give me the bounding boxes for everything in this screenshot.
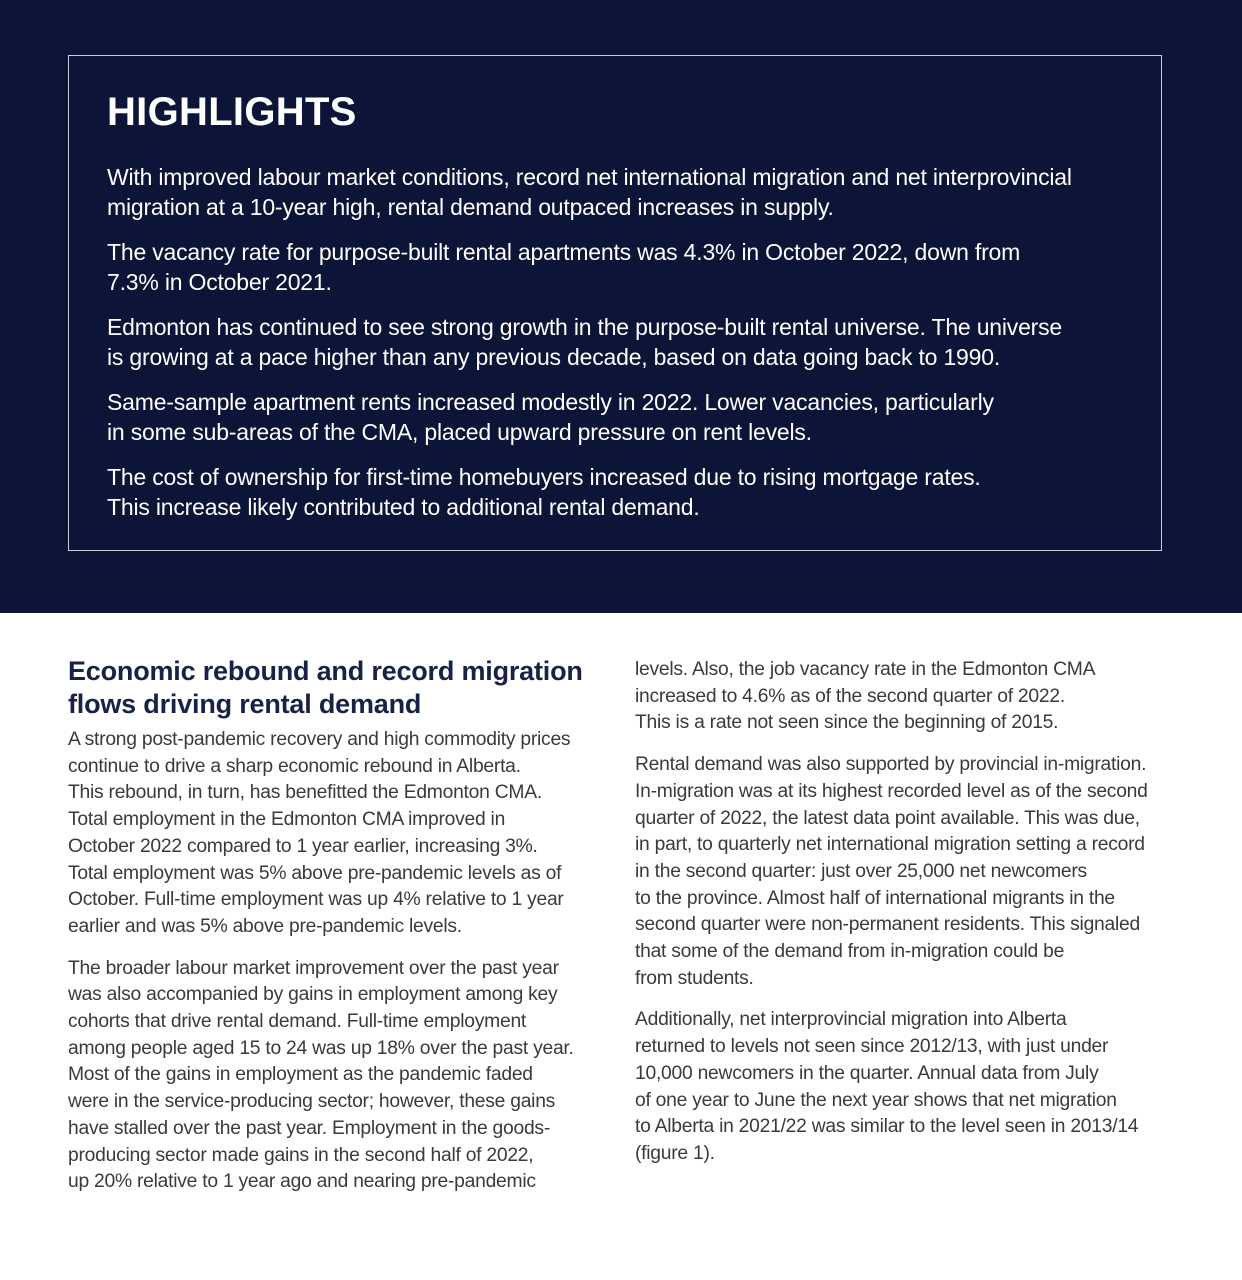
left-column bbox=[68, 655, 608, 1211]
highlights-title: HIGHLIGHTS bbox=[107, 90, 357, 134]
body-paragraph: Additionally, net interprovincial migration into Alberta returned to levels not seen since 2012/13, with just under 10,000 newcomers in the quarter. Annual data from July of one year to June the next year shows that net migration to Alberta in 2021/22 was similar to the level seen in 2013/14 (figure 1). bbox=[635, 1009, 1139, 1164]
highlights-list bbox=[107, 162, 1137, 537]
highlight-item: The cost of ownership for first-time homebuyers increased due to rising mortgage rates. This increase likely contributed to additional rental demand. bbox=[107, 464, 981, 520]
highlight-item: With improved labour market conditions, record net international migration and net interprovincial migration at a 10-year high, rental demand outpaced increases in supply. bbox=[107, 164, 1072, 220]
highlights-banner bbox=[0, 0, 1242, 613]
highlight-item: Edmonton has continued to see strong growth in the purpose-built rental universe. The universe is growing at a pace higher than any previous decade, based on data going back to 1990. bbox=[107, 314, 1063, 370]
body-paragraph: levels. Also, the job vacancy rate in the Edmonton CMA increased to 4.6% as of the second quarter of 2022. This is a rate not seen since the beginning of 2015. bbox=[635, 659, 1096, 734]
section-heading: Economic rebound and record migration flows driving rental demand bbox=[68, 656, 583, 719]
highlight-item: The vacancy rate for purpose-built rental apartments was 4.3% in October 2022, down from 7.3% in October 2021. bbox=[107, 239, 1021, 295]
body-paragraph: A strong post-pandemic recovery and high commodity prices continue to drive a sharp economic rebound in Alberta. This rebound, in turn, has benefitted the Edmonton CMA. Total employment in the Edmonton CMA improved in October 2022 compared to 1 year earlier, increasing 3%. Total employment was 5% above pre-pandemic levels as of October. Full-time employment was up 4% relative to 1 year earlier and was 5% above pre-pandemic levels. bbox=[68, 729, 571, 937]
body-paragraph: The broader labour market improvement over the past year was also accompanied by gains in employment among key cohorts that drive rental demand. Full-time employment among people aged 15 to 24 was up 18% over the past year. Most of the gains in employment as the pandemic faded were in the service-producing sector; however, these gains have stalled over the past year. Employment in the goods- producing sector made gains in the second half of 2022, up 20% relative to 1 year ago and nearing pre-pandemic bbox=[68, 957, 574, 1193]
highlight-item: Same-sample apartment rents increased modestly in 2022. Lower vacancies, particularly in some sub-areas of the CMA, placed upward pressure on rent levels. bbox=[107, 389, 994, 445]
highlights-box bbox=[68, 55, 1162, 551]
right-column bbox=[635, 657, 1195, 1183]
body-paragraph: Rental demand was also supported by provincial in-migration. In-migration was at its highest recorded level as of the second quarter of 2022, the latest data point available. This was due, in part, to quarterly net international migration setting a record in the second quarter: just over 25,000 net newcomers to the province. Almost half of international migrants in the second quarter were non-permanent residents. This signaled that some of the demand from in-migration could be from students. bbox=[635, 754, 1148, 989]
